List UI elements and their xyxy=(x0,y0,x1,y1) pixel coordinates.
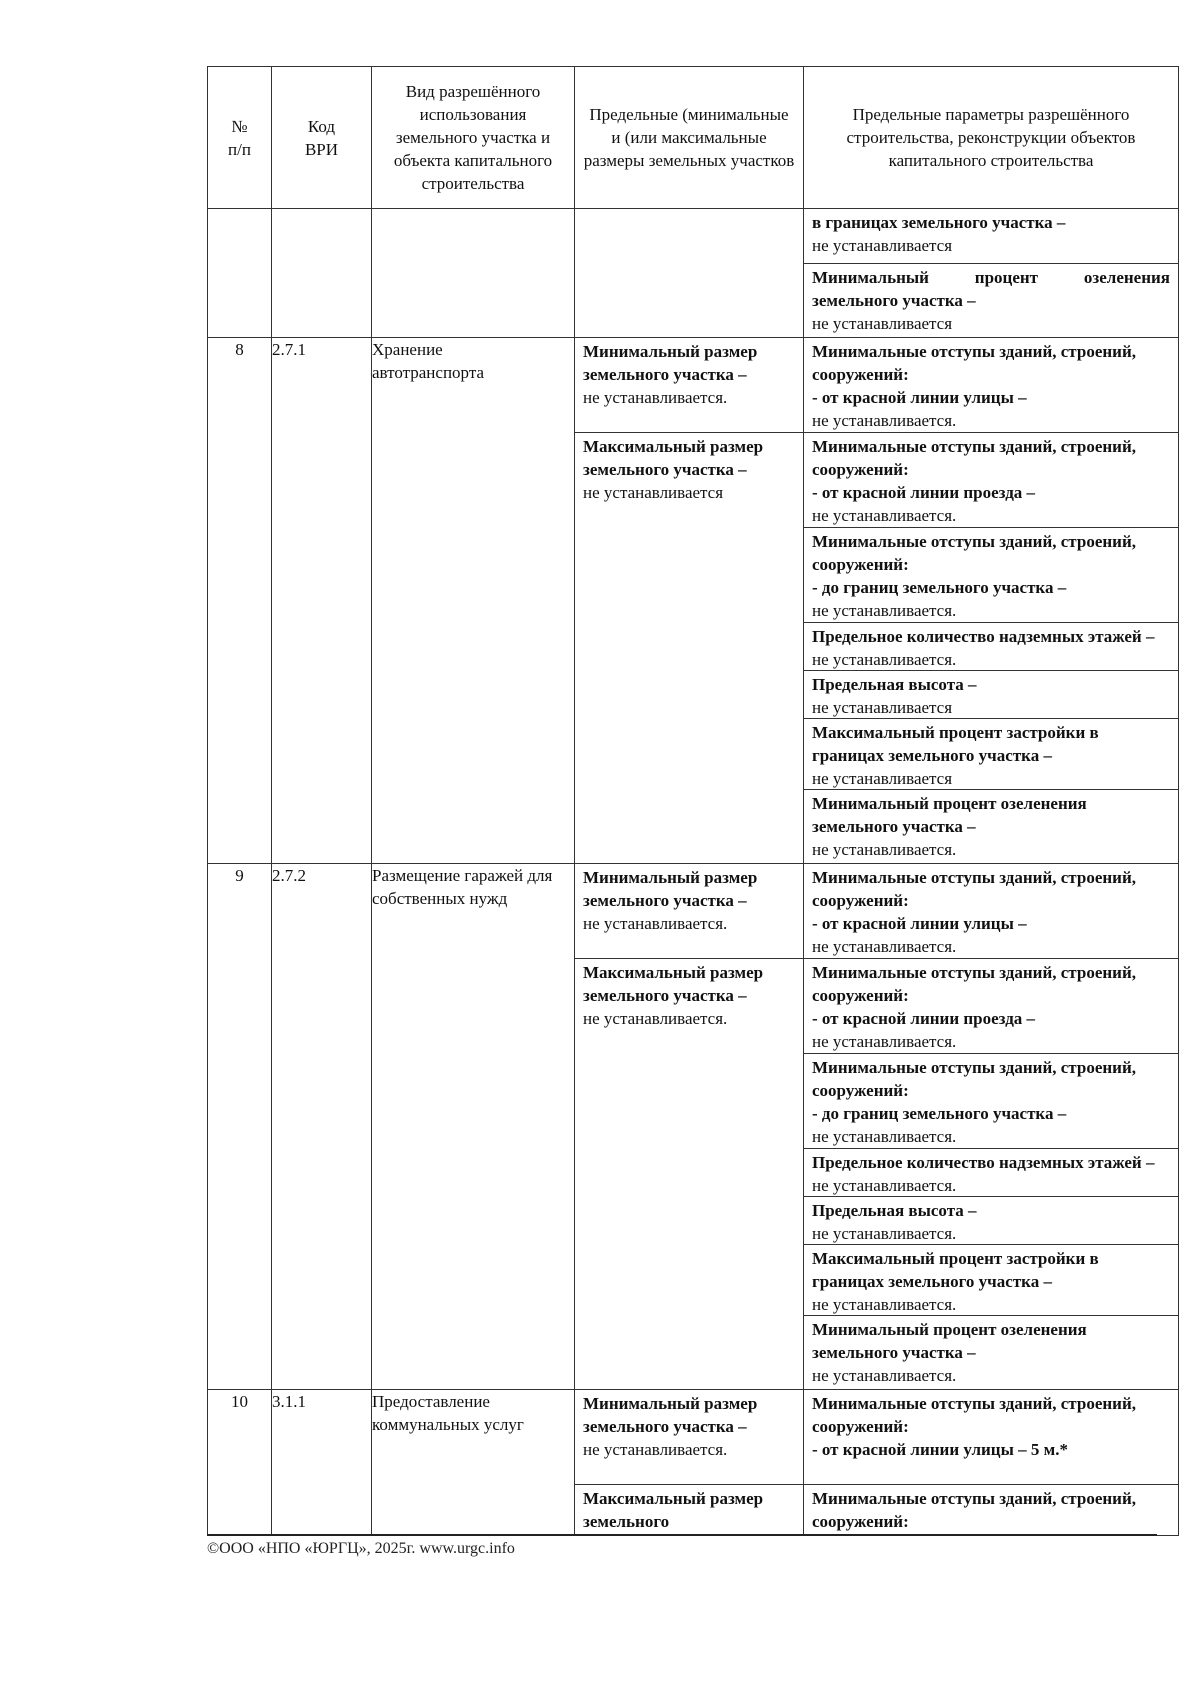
header-use-type: Вид разрешённого использования земельного участка и объекта капитального строительства xyxy=(372,67,575,209)
param-cell: Минимальные отступы зданий, строений, сооружений: xyxy=(812,1489,1137,1531)
row-use-name: Размещение гаражей для собственных нужд xyxy=(372,864,575,1390)
row-number: 8 xyxy=(208,338,272,864)
row-number: 10 xyxy=(208,1390,272,1536)
param-cell: Минимальные отступы зданий, строений, сооружений: - до границ земельного участка – не устанавливается. xyxy=(804,528,1178,623)
table-header-row xyxy=(208,67,1179,209)
row-use-name: Предоставление коммунальных услуг xyxy=(372,1390,575,1536)
param-cell: Минимальный процент озеленения земельного участка – не устанавливается xyxy=(812,268,1170,333)
param-cell: Минимальный процент озеленения земельного участка – не устанавливается. xyxy=(812,794,1087,859)
max-size-cell: Максимальный размер земельного xyxy=(583,1489,764,1531)
param-cell: Минимальный процент озеленения земельного участка – не устанавливается. xyxy=(812,1320,1087,1385)
param-cell: Максимальный процент застройки в границах земельного участка – не устанавливается xyxy=(804,719,1178,790)
row-number: 9 xyxy=(208,864,272,1390)
param-cell: Минимальные отступы зданий, строений, сооружений: - до границ земельного участка – не устанавливается. xyxy=(804,1054,1178,1149)
row-use-name: Хранение автотранспорта xyxy=(372,338,575,864)
regulations-table xyxy=(207,66,1179,1536)
min-size-cell: Минимальный размер земельного участка – не устанавливается. xyxy=(575,1390,803,1485)
header-code: Код ВРИ xyxy=(272,67,372,209)
header-plot-size: Предельные (минимальные и (или максимальные размеры земельных участков xyxy=(575,67,804,209)
param-cell: Предельная высота – не устанавливается xyxy=(804,671,1178,719)
row-code: 2.7.1 xyxy=(272,338,372,864)
header-parameters: Предельные параметры разрешённого строительства, реконструкции объектов капитального строительства xyxy=(804,67,1179,209)
row-code: 3.1.1 xyxy=(272,1390,372,1536)
table-row xyxy=(208,209,1179,338)
param-cell: Минимальные отступы зданий, строений, сооружений: - от красной линии проезда – не устанавливается. xyxy=(804,433,1178,528)
table-row xyxy=(208,338,1179,864)
max-size-cell: Максимальный размер земельного участка – не устанавливается xyxy=(583,437,764,502)
param-cell: Минимальные отступы зданий, строений, сооружений: - от красной линии улицы – не устанавливается. xyxy=(804,338,1178,433)
param-cell: Минимальные отступы зданий, строений, сооружений: - от красной линии улицы – не устанавливается. xyxy=(804,864,1178,959)
param-cell: Предельное количество надземных этажей – не устанавливается. xyxy=(804,623,1178,671)
row-code: 2.7.2 xyxy=(272,864,372,1390)
header-number: № п/п xyxy=(208,67,272,209)
table-row xyxy=(208,864,1179,1390)
param-cell: Минимальные отступы зданий, строений, сооружений: - от красной линии проезда – не устанавливается. xyxy=(804,959,1178,1054)
param-cell: в границах земельного участка – не устанавливается xyxy=(804,209,1178,264)
param-cell: Предельное количество надземных этажей – не устанавливается. xyxy=(804,1149,1178,1197)
param-cell: Минимальные отступы зданий, строений, сооружений: - от красной линии улицы – 5 м.* xyxy=(804,1390,1178,1485)
param-cell: Максимальный процент застройки в границах земельного участка – не устанавливается. xyxy=(804,1245,1178,1316)
footer-copyright: ©ООО «НПО «ЮРГЦ», 2025г. www.urgc.info xyxy=(207,1540,515,1557)
max-size-cell: Максимальный размер земельного участка – не устанавливается. xyxy=(583,963,764,1028)
min-size-cell: Минимальный размер земельного участка – не устанавливается. xyxy=(575,864,803,959)
footer-divider xyxy=(207,1534,1157,1536)
min-size-cell: Минимальный размер земельного участка – не устанавливается. xyxy=(575,338,803,433)
param-cell: Предельная высота – не устанавливается. xyxy=(804,1197,1178,1245)
table-row xyxy=(208,1390,1179,1536)
